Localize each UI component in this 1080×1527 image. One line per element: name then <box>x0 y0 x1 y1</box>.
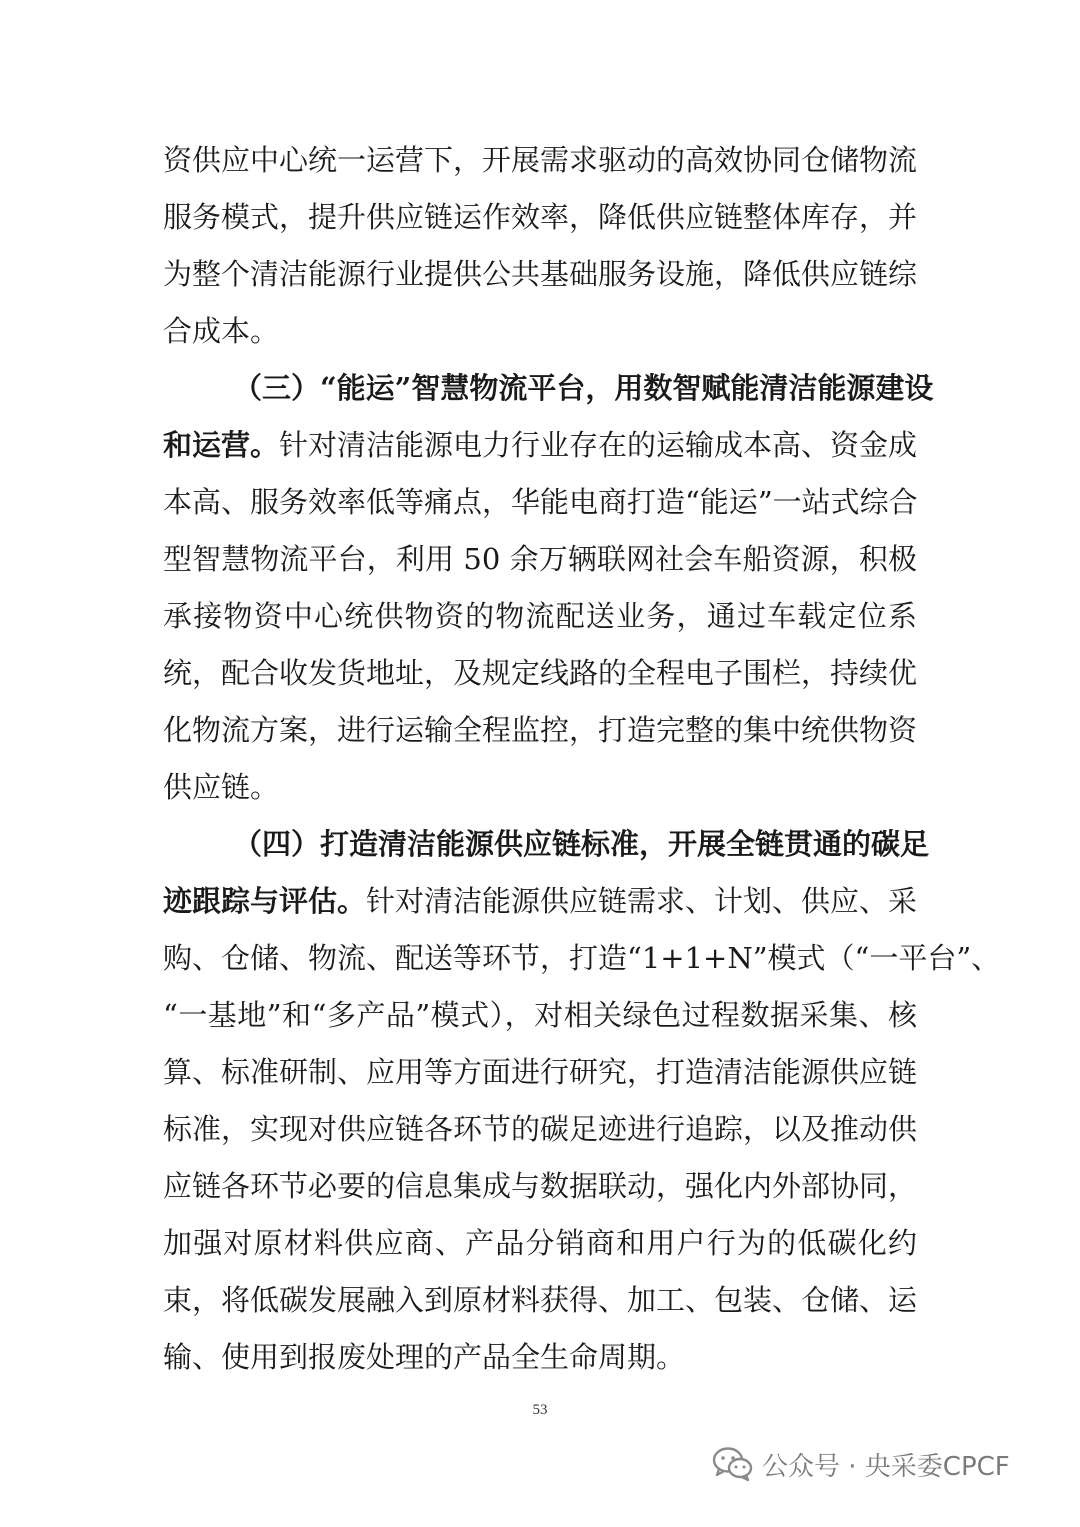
section-3-line: 型智慧物流平台，利用 50 余万辆联网社会车船资源，积极 <box>163 542 917 576</box>
page-number: 53 <box>532 1402 548 1418</box>
section-3-heading: （三）“能运”智慧物流平台，用数智赋能清洁能源建设 <box>233 371 934 405</box>
paragraph-1-line: 服务模式，提升供应链运作效率，降低供应链整体库存，并 <box>163 200 918 234</box>
section-4-line: 应链各环节必要的信息集成与数据联动，强化内外部协同， <box>163 1169 918 1203</box>
section-3-line: 统，配合收发货地址，及规定线路的全程电子围栏，持续优 <box>163 656 918 690</box>
wechat-icon <box>712 1446 754 1482</box>
paragraph-1-line: 合成本。 <box>163 314 280 348</box>
section-4-line: 加强对原材料供应商、产品分销商和用户行为的低碳化约 <box>163 1226 917 1260</box>
section-4-line: 标准，实现对供应链各环节的碳足迹进行追踪，以及推动供 <box>163 1112 918 1146</box>
section-3-line: 供应链。 <box>163 770 280 804</box>
section-4-heading-line-2 <box>163 881 917 921</box>
section-4-text-start: 针对清洁能源供应链需求、计划、供应、采 <box>366 884 918 918</box>
section-3-text-start: 针对清洁能源电力行业存在的运输成本高、资金成 <box>279 428 918 462</box>
section-4-line: 购、仓储、物流、配送等环节，打造“1+1+N”模式（“一平台”、 <box>163 941 1001 975</box>
section-3-line: 承接物资中心统供物资的物流配送业务，通过车载定位系 <box>163 599 917 633</box>
section-4-line: 算、标准研制、应用等方面进行研究，打造清洁能源供应链 <box>163 1055 918 1089</box>
section-3-heading-line-2 <box>163 425 917 465</box>
section-4-line: 输、使用到报废处理的产品全生命周期。 <box>163 1340 686 1374</box>
section-3-heading-tail: 和运营。 <box>163 428 280 462</box>
section-3-line: 化物流方案，进行运输全程监控，打造完整的集中统供物资 <box>163 713 918 747</box>
section-3-line: 本高、服务效率低等痛点，华能电商打造“能运”一站式综合 <box>163 485 918 519</box>
section-4-heading-tail: 迹跟踪与评估。 <box>163 884 367 918</box>
wechat-watermark <box>712 1444 1010 1484</box>
watermark-text: 公众号 · 央采委CPCF <box>762 1451 1010 1482</box>
section-4-line: 束，将低碳发展融入到原材料获得、加工、包装、仓储、运 <box>163 1283 918 1317</box>
paragraph-1-line: 为整个清洁能源行业提供公共基础服务设施，降低供应链综 <box>163 257 918 291</box>
paragraph-1-line: 资供应中心统一运营下，开展需求驱动的高效协同仓储物流 <box>163 143 918 177</box>
section-4-heading: （四）打造清洁能源供应链标准，开展全链贯通的碳足 <box>233 827 930 861</box>
section-4-line: “一基地”和“多产品”模式），对相关绿色过程数据采集、核 <box>163 998 917 1032</box>
